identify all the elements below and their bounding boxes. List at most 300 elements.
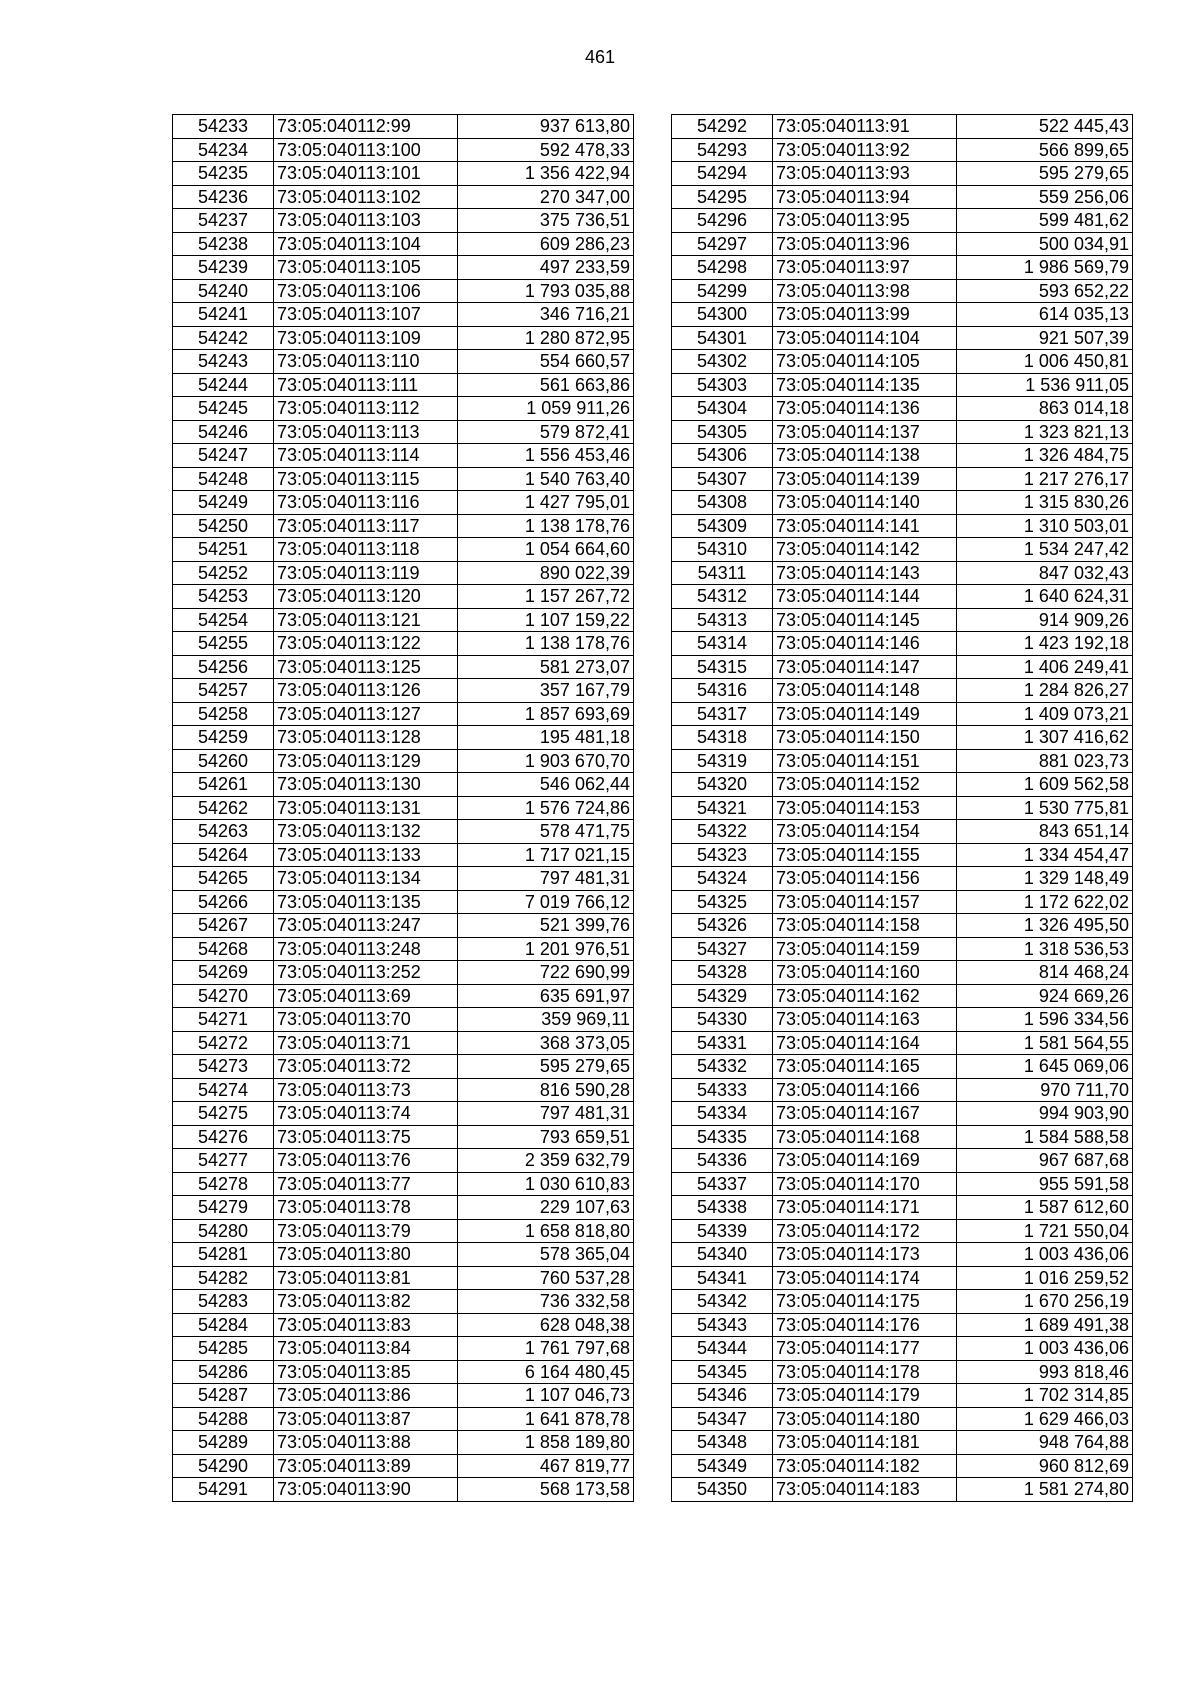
entry-number-cell: 54294 [672,162,773,186]
value-cell: 346 716,21 [458,303,634,327]
entry-number-cell: 54321 [672,796,773,820]
cadastral-number-cell: 73:05:040113:111 [274,373,458,397]
table-row [173,514,634,538]
cadastral-number-cell: 73:05:040113:101 [274,162,458,186]
cadastral-number-cell: 73:05:040113:92 [773,138,957,162]
cadastral-number-cell: 73:05:040114:104 [773,326,957,350]
value-cell: 993 818,46 [957,1360,1133,1384]
value-cell: 1 318 536,53 [957,937,1133,961]
cadastral-number-cell: 73:05:040114:162 [773,984,957,1008]
entry-number-cell: 54327 [672,937,773,961]
entry-number-cell: 54332 [672,1055,773,1079]
table-row [173,209,634,233]
value-cell: 814 468,24 [957,961,1133,985]
entry-number-cell: 54257 [173,679,274,703]
entry-number-cell: 54323 [672,843,773,867]
table-row [672,561,1133,585]
table-row [672,890,1133,914]
value-cell: 1 054 664,60 [458,538,634,562]
table-row [173,232,634,256]
table-row [173,843,634,867]
value-cell: 937 613,80 [458,115,634,139]
value-cell: 1 576 724,86 [458,796,634,820]
table-row [672,796,1133,820]
table-row [173,467,634,491]
table-row [173,1407,634,1431]
entry-number-cell: 54318 [672,726,773,750]
entry-number-cell: 54252 [173,561,274,585]
value-cell: 1 107 159,22 [458,608,634,632]
entry-number-cell: 54237 [173,209,274,233]
table-row [672,162,1133,186]
entry-number-cell: 54345 [672,1360,773,1384]
value-cell: 7 019 766,12 [458,890,634,914]
table-row [672,1055,1133,1079]
table-row [173,1290,634,1314]
entry-number-cell: 54280 [173,1219,274,1243]
table-row [173,585,634,609]
cadastral-number-cell: 73:05:040113:131 [274,796,458,820]
entry-number-cell: 54234 [173,138,274,162]
value-cell: 760 537,28 [458,1266,634,1290]
entry-number-cell: 54316 [672,679,773,703]
cadastral-number-cell: 73:05:040114:146 [773,632,957,656]
entry-number-cell: 54305 [672,420,773,444]
entry-number-cell: 54242 [173,326,274,350]
entry-number-cell: 54339 [672,1219,773,1243]
value-cell: 592 478,33 [458,138,634,162]
cadastral-number-cell: 73:05:040113:121 [274,608,458,632]
table-row [173,914,634,938]
value-cell: 581 273,07 [458,655,634,679]
entry-number-cell: 54247 [173,444,274,468]
entry-number-cell: 54343 [672,1313,773,1337]
entry-number-cell: 54341 [672,1266,773,1290]
entry-number-cell: 54283 [173,1290,274,1314]
entry-number-cell: 54326 [672,914,773,938]
table-row [173,491,634,515]
entry-number-cell: 54255 [173,632,274,656]
table-row [173,1078,634,1102]
entry-number-cell: 54267 [173,914,274,938]
cadastral-number-cell: 73:05:040113:110 [274,350,458,374]
value-cell: 1 556 453,46 [458,444,634,468]
cadastral-number-cell: 73:05:040113:128 [274,726,458,750]
value-cell: 1 645 069,06 [957,1055,1133,1079]
table-row [672,726,1133,750]
entry-number-cell: 54298 [672,256,773,280]
cadastral-number-cell: 73:05:040114:169 [773,1149,957,1173]
table-row [173,773,634,797]
entry-number-cell: 54313 [672,608,773,632]
entry-number-cell: 54249 [173,491,274,515]
entry-number-cell: 54348 [672,1431,773,1455]
cadastral-number-cell: 73:05:040113:130 [274,773,458,797]
cadastral-number-cell: 73:05:040114:160 [773,961,957,985]
entry-number-cell: 54302 [672,350,773,374]
value-cell: 1 609 562,58 [957,773,1133,797]
cadastral-number-cell: 73:05:040113:100 [274,138,458,162]
cadastral-number-cell: 73:05:040114:150 [773,726,957,750]
entry-number-cell: 54262 [173,796,274,820]
cadastral-number-cell: 73:05:040114:142 [773,538,957,562]
value-cell: 948 764,88 [957,1431,1133,1455]
cadastral-number-cell: 73:05:040113:78 [274,1196,458,1220]
entry-number-cell: 54264 [173,843,274,867]
table-row [672,961,1133,985]
entry-number-cell: 54250 [173,514,274,538]
cadastral-number-cell: 73:05:040114:159 [773,937,957,961]
entry-number-cell: 54291 [173,1478,274,1502]
entry-number-cell: 54271 [173,1008,274,1032]
table-row [672,984,1133,1008]
entry-number-cell: 54340 [672,1243,773,1267]
value-cell: 579 872,41 [458,420,634,444]
table-row [672,185,1133,209]
table-row [173,1266,634,1290]
entry-number-cell: 54245 [173,397,274,421]
table-row [173,867,634,891]
value-cell: 1 326 495,50 [957,914,1133,938]
table-row [173,326,634,350]
value-cell: 593 652,22 [957,279,1133,303]
value-cell: 554 660,57 [458,350,634,374]
table-row [672,209,1133,233]
entry-number-cell: 54254 [173,608,274,632]
entry-number-cell: 54238 [173,232,274,256]
table-row [672,1407,1133,1431]
cadastral-number-cell: 73:05:040114:105 [773,350,957,374]
cadastral-number-cell: 73:05:040114:145 [773,608,957,632]
entry-number-cell: 54297 [672,232,773,256]
value-cell: 546 062,44 [458,773,634,797]
table-row [672,138,1133,162]
table-row [173,561,634,585]
table-row [173,1055,634,1079]
cadastral-number-cell: 73:05:040114:182 [773,1454,957,1478]
value-cell: 500 034,91 [957,232,1133,256]
table-row [672,326,1133,350]
entry-number-cell: 54290 [173,1454,274,1478]
cadastral-number-cell: 73:05:040113:104 [274,232,458,256]
table-row [173,1149,634,1173]
entry-number-cell: 54328 [672,961,773,985]
table-row [672,914,1133,938]
table-row [173,1454,634,1478]
cadastral-number-cell: 73:05:040113:84 [274,1337,458,1361]
value-cell: 1 581 274,80 [957,1478,1133,1502]
table-row [672,397,1133,421]
entry-number-cell: 54253 [173,585,274,609]
value-cell: 847 032,43 [957,561,1133,585]
value-cell: 578 365,04 [458,1243,634,1267]
register-table-body [672,115,1133,1502]
table-row [672,232,1133,256]
cadastral-number-cell: 73:05:040114:143 [773,561,957,585]
table-row [672,1219,1133,1243]
value-cell: 1 581 564,55 [957,1031,1133,1055]
cadastral-number-cell: 73:05:040114:138 [773,444,957,468]
table-row [173,538,634,562]
cadastral-number-cell: 73:05:040113:252 [274,961,458,985]
value-cell: 1 329 148,49 [957,867,1133,891]
value-cell: 357 167,79 [458,679,634,703]
register-table-right [671,114,1133,1502]
cadastral-number-cell: 73:05:040114:174 [773,1266,957,1290]
value-cell: 1 596 334,56 [957,1008,1133,1032]
cadastral-number-cell: 73:05:040114:164 [773,1031,957,1055]
table-row [672,1031,1133,1055]
table-row [173,279,634,303]
value-cell: 628 048,38 [458,1313,634,1337]
entry-number-cell: 54315 [672,655,773,679]
cadastral-number-cell: 73:05:040113:74 [274,1102,458,1126]
table-row [672,1078,1133,1102]
table-row [173,749,634,773]
value-cell: 375 736,51 [458,209,634,233]
cadastral-number-cell: 73:05:040114:183 [773,1478,957,1502]
value-cell: 1 157 267,72 [458,585,634,609]
value-cell: 881 023,73 [957,749,1133,773]
table-row [672,467,1133,491]
entry-number-cell: 54293 [672,138,773,162]
value-cell: 467 819,77 [458,1454,634,1478]
value-cell: 1 641 878,78 [458,1407,634,1431]
table-row [173,702,634,726]
entry-number-cell: 54301 [672,326,773,350]
cadastral-number-cell: 73:05:040113:247 [274,914,458,938]
table-row [173,138,634,162]
entry-number-cell: 54296 [672,209,773,233]
cadastral-number-cell: 73:05:040113:118 [274,538,458,562]
value-cell: 609 286,23 [458,232,634,256]
table-row [672,1454,1133,1478]
value-cell: 1 702 314,85 [957,1384,1133,1408]
entry-number-cell: 54274 [173,1078,274,1102]
entry-number-cell: 54300 [672,303,773,327]
table-row [173,185,634,209]
value-cell: 1 016 259,52 [957,1266,1133,1290]
value-cell: 522 445,43 [957,115,1133,139]
entry-number-cell: 54285 [173,1337,274,1361]
cadastral-number-cell: 73:05:040114:165 [773,1055,957,1079]
value-cell: 1 323 821,13 [957,420,1133,444]
cadastral-number-cell: 73:05:040113:125 [274,655,458,679]
cadastral-number-cell: 73:05:040114:154 [773,820,957,844]
table-row [173,961,634,985]
cadastral-number-cell: 73:05:040113:73 [274,1078,458,1102]
page-number: 461 [584,47,616,67]
value-cell: 843 651,14 [957,820,1133,844]
table-row [173,1008,634,1032]
cadastral-number-cell: 73:05:040114:144 [773,585,957,609]
table-row [173,1384,634,1408]
entry-number-cell: 54292 [672,115,773,139]
table-row [672,655,1133,679]
table-row [672,303,1133,327]
entry-number-cell: 54325 [672,890,773,914]
table-row [672,1478,1133,1502]
entry-number-cell: 54286 [173,1360,274,1384]
table-row [672,1149,1133,1173]
entry-number-cell: 54320 [672,773,773,797]
value-cell: 1 284 826,27 [957,679,1133,703]
value-cell: 270 347,00 [458,185,634,209]
cadastral-number-cell: 73:05:040113:120 [274,585,458,609]
cadastral-number-cell: 73:05:040113:91 [773,115,957,139]
entry-number-cell: 54344 [672,1337,773,1361]
cadastral-number-cell: 73:05:040114:158 [773,914,957,938]
value-cell: 1 138 178,76 [458,514,634,538]
cadastral-number-cell: 73:05:040113:82 [274,1290,458,1314]
cadastral-number-cell: 73:05:040113:127 [274,702,458,726]
value-cell: 521 399,76 [458,914,634,938]
value-cell: 595 279,65 [957,162,1133,186]
cadastral-number-cell: 73:05:040113:107 [274,303,458,327]
table-row [672,1290,1133,1314]
entry-number-cell: 54330 [672,1008,773,1032]
entry-number-cell: 54268 [173,937,274,961]
table-row [173,256,634,280]
table-row [173,890,634,914]
cadastral-number-cell: 73:05:040113:106 [274,279,458,303]
entry-number-cell: 54350 [672,1478,773,1502]
entry-number-cell: 54304 [672,397,773,421]
value-cell: 566 899,65 [957,138,1133,162]
cadastral-number-cell: 73:05:040114:168 [773,1125,957,1149]
table-row [173,1031,634,1055]
value-cell: 1 003 436,06 [957,1337,1133,1361]
cadastral-number-cell: 73:05:040113:77 [274,1172,458,1196]
cadastral-number-cell: 73:05:040113:96 [773,232,957,256]
cadastral-number-cell: 73:05:040113:122 [274,632,458,656]
cadastral-number-cell: 73:05:040114:179 [773,1384,957,1408]
value-cell: 1 534 247,42 [957,538,1133,562]
cadastral-number-cell: 73:05:040113:75 [274,1125,458,1149]
value-cell: 1 334 454,47 [957,843,1133,867]
table-row [672,514,1133,538]
cadastral-number-cell: 73:05:040114:176 [773,1313,957,1337]
entry-number-cell: 54335 [672,1125,773,1149]
table-row [173,303,634,327]
table-row [672,820,1133,844]
table-row [173,420,634,444]
value-cell: 1 427 795,01 [458,491,634,515]
entry-number-cell: 54282 [173,1266,274,1290]
value-cell: 1 584 588,58 [957,1125,1133,1149]
cadastral-number-cell: 73:05:040113:79 [274,1219,458,1243]
entry-number-cell: 54278 [173,1172,274,1196]
value-cell: 2 359 632,79 [458,1149,634,1173]
entry-number-cell: 54289 [173,1431,274,1455]
table-row [672,1384,1133,1408]
table-row [672,773,1133,797]
value-cell: 1 793 035,88 [458,279,634,303]
cadastral-number-cell: 73:05:040113:89 [274,1454,458,1478]
cadastral-number-cell: 73:05:040113:116 [274,491,458,515]
value-cell: 568 173,58 [458,1478,634,1502]
cadastral-number-cell: 73:05:040114:155 [773,843,957,867]
table-row [173,1172,634,1196]
entry-number-cell: 54261 [173,773,274,797]
entry-number-cell: 54251 [173,538,274,562]
cadastral-number-cell: 73:05:040113:109 [274,326,458,350]
table-row [672,420,1133,444]
value-cell: 1 059 911,26 [458,397,634,421]
value-cell: 497 233,59 [458,256,634,280]
value-cell: 368 373,05 [458,1031,634,1055]
cadastral-number-cell: 73:05:040113:112 [274,397,458,421]
value-cell: 229 107,63 [458,1196,634,1220]
entry-number-cell: 54279 [173,1196,274,1220]
entry-number-cell: 54276 [173,1125,274,1149]
entry-number-cell: 54299 [672,279,773,303]
table-row [672,444,1133,468]
table-row [672,608,1133,632]
entry-number-cell: 54266 [173,890,274,914]
cadastral-number-cell: 73:05:040113:85 [274,1360,458,1384]
cadastral-number-cell: 73:05:040113:105 [274,256,458,280]
entry-number-cell: 54333 [672,1078,773,1102]
value-cell: 955 591,58 [957,1172,1133,1196]
cadastral-number-cell: 73:05:040113:98 [773,279,957,303]
entry-number-cell: 54310 [672,538,773,562]
entry-number-cell: 54319 [672,749,773,773]
table-row [173,1219,634,1243]
entry-number-cell: 54338 [672,1196,773,1220]
value-cell: 1 721 550,04 [957,1219,1133,1243]
table-row [672,843,1133,867]
cadastral-number-cell: 73:05:040114:180 [773,1407,957,1431]
table-row [173,726,634,750]
cadastral-number-cell: 73:05:040113:88 [274,1431,458,1455]
entry-number-cell: 54347 [672,1407,773,1431]
table-row [672,350,1133,374]
entry-number-cell: 54265 [173,867,274,891]
cadastral-number-cell: 73:05:040113:129 [274,749,458,773]
cadastral-number-cell: 73:05:040114:148 [773,679,957,703]
cadastral-number-cell: 73:05:040113:134 [274,867,458,891]
value-cell: 1 858 189,80 [458,1431,634,1455]
value-cell: 924 669,26 [957,984,1133,1008]
table-row [672,1243,1133,1267]
value-cell: 1 107 046,73 [458,1384,634,1408]
table-row [173,984,634,1008]
cadastral-number-cell: 73:05:040113:119 [274,561,458,585]
table-row [672,491,1133,515]
value-cell: 1 689 491,38 [957,1313,1133,1337]
entry-number-cell: 54263 [173,820,274,844]
table-row [672,1102,1133,1126]
cadastral-number-cell: 73:05:040114:151 [773,749,957,773]
entry-number-cell: 54334 [672,1102,773,1126]
table-row [672,373,1133,397]
cadastral-number-cell: 73:05:040114:175 [773,1290,957,1314]
value-cell: 1 423 192,18 [957,632,1133,656]
entry-number-cell: 54258 [173,702,274,726]
table-row [173,655,634,679]
cadastral-number-cell: 73:05:040113:80 [274,1243,458,1267]
value-cell: 1 857 693,69 [458,702,634,726]
value-cell: 1 326 484,75 [957,444,1133,468]
table-row [173,1125,634,1149]
entry-number-cell: 54272 [173,1031,274,1055]
cadastral-number-cell: 73:05:040113:97 [773,256,957,280]
table-row [672,702,1133,726]
cadastral-number-cell: 73:05:040114:141 [773,514,957,538]
cadastral-number-cell: 73:05:040113:117 [274,514,458,538]
cadastral-number-cell: 73:05:040114:181 [773,1431,957,1455]
